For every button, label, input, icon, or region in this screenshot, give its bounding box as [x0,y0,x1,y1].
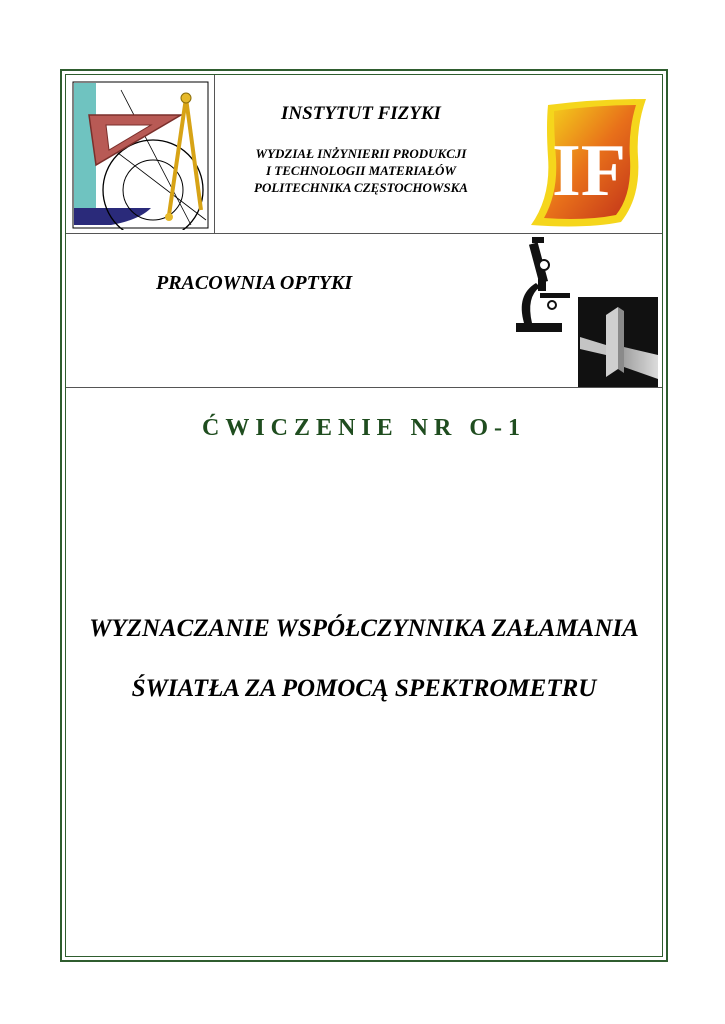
department-block [216,145,506,196]
institute-name: INSTYTUT FIZYKI [281,103,441,124]
page-frame-inner [65,74,663,957]
if-logo-icon [526,97,656,229]
lab-title: PRACOWNIA OPTYKI [156,272,353,294]
microscope-icon [514,235,574,335]
if-logo-text: IF [552,130,626,212]
department-line-2: I TECHNOLOGII MATERIAŁÓW [266,163,456,178]
header-divider [66,233,662,234]
department-line-1: WYDZIAŁ INŻYNIERII PRODUKCJI [255,146,467,161]
drafting-tools-icon [71,80,211,230]
exercise-label: ĆWICZENIE NR O-1 [201,415,527,441]
main-title-line-2: ŚWIATŁA ZA POMOCĄ SPEKTROMETRU [131,675,597,702]
page-frame [60,69,668,962]
lab-divider [66,387,662,388]
prism-icon [578,297,658,387]
main-title-line-1: WYZNACZANIE WSPÓŁCZYNNIKA ZAŁAMANIA [89,615,639,642]
header-vertical-divider [214,75,215,233]
department-line-3: POLITECHNIKA CZĘSTOCHOWSKA [254,180,468,195]
